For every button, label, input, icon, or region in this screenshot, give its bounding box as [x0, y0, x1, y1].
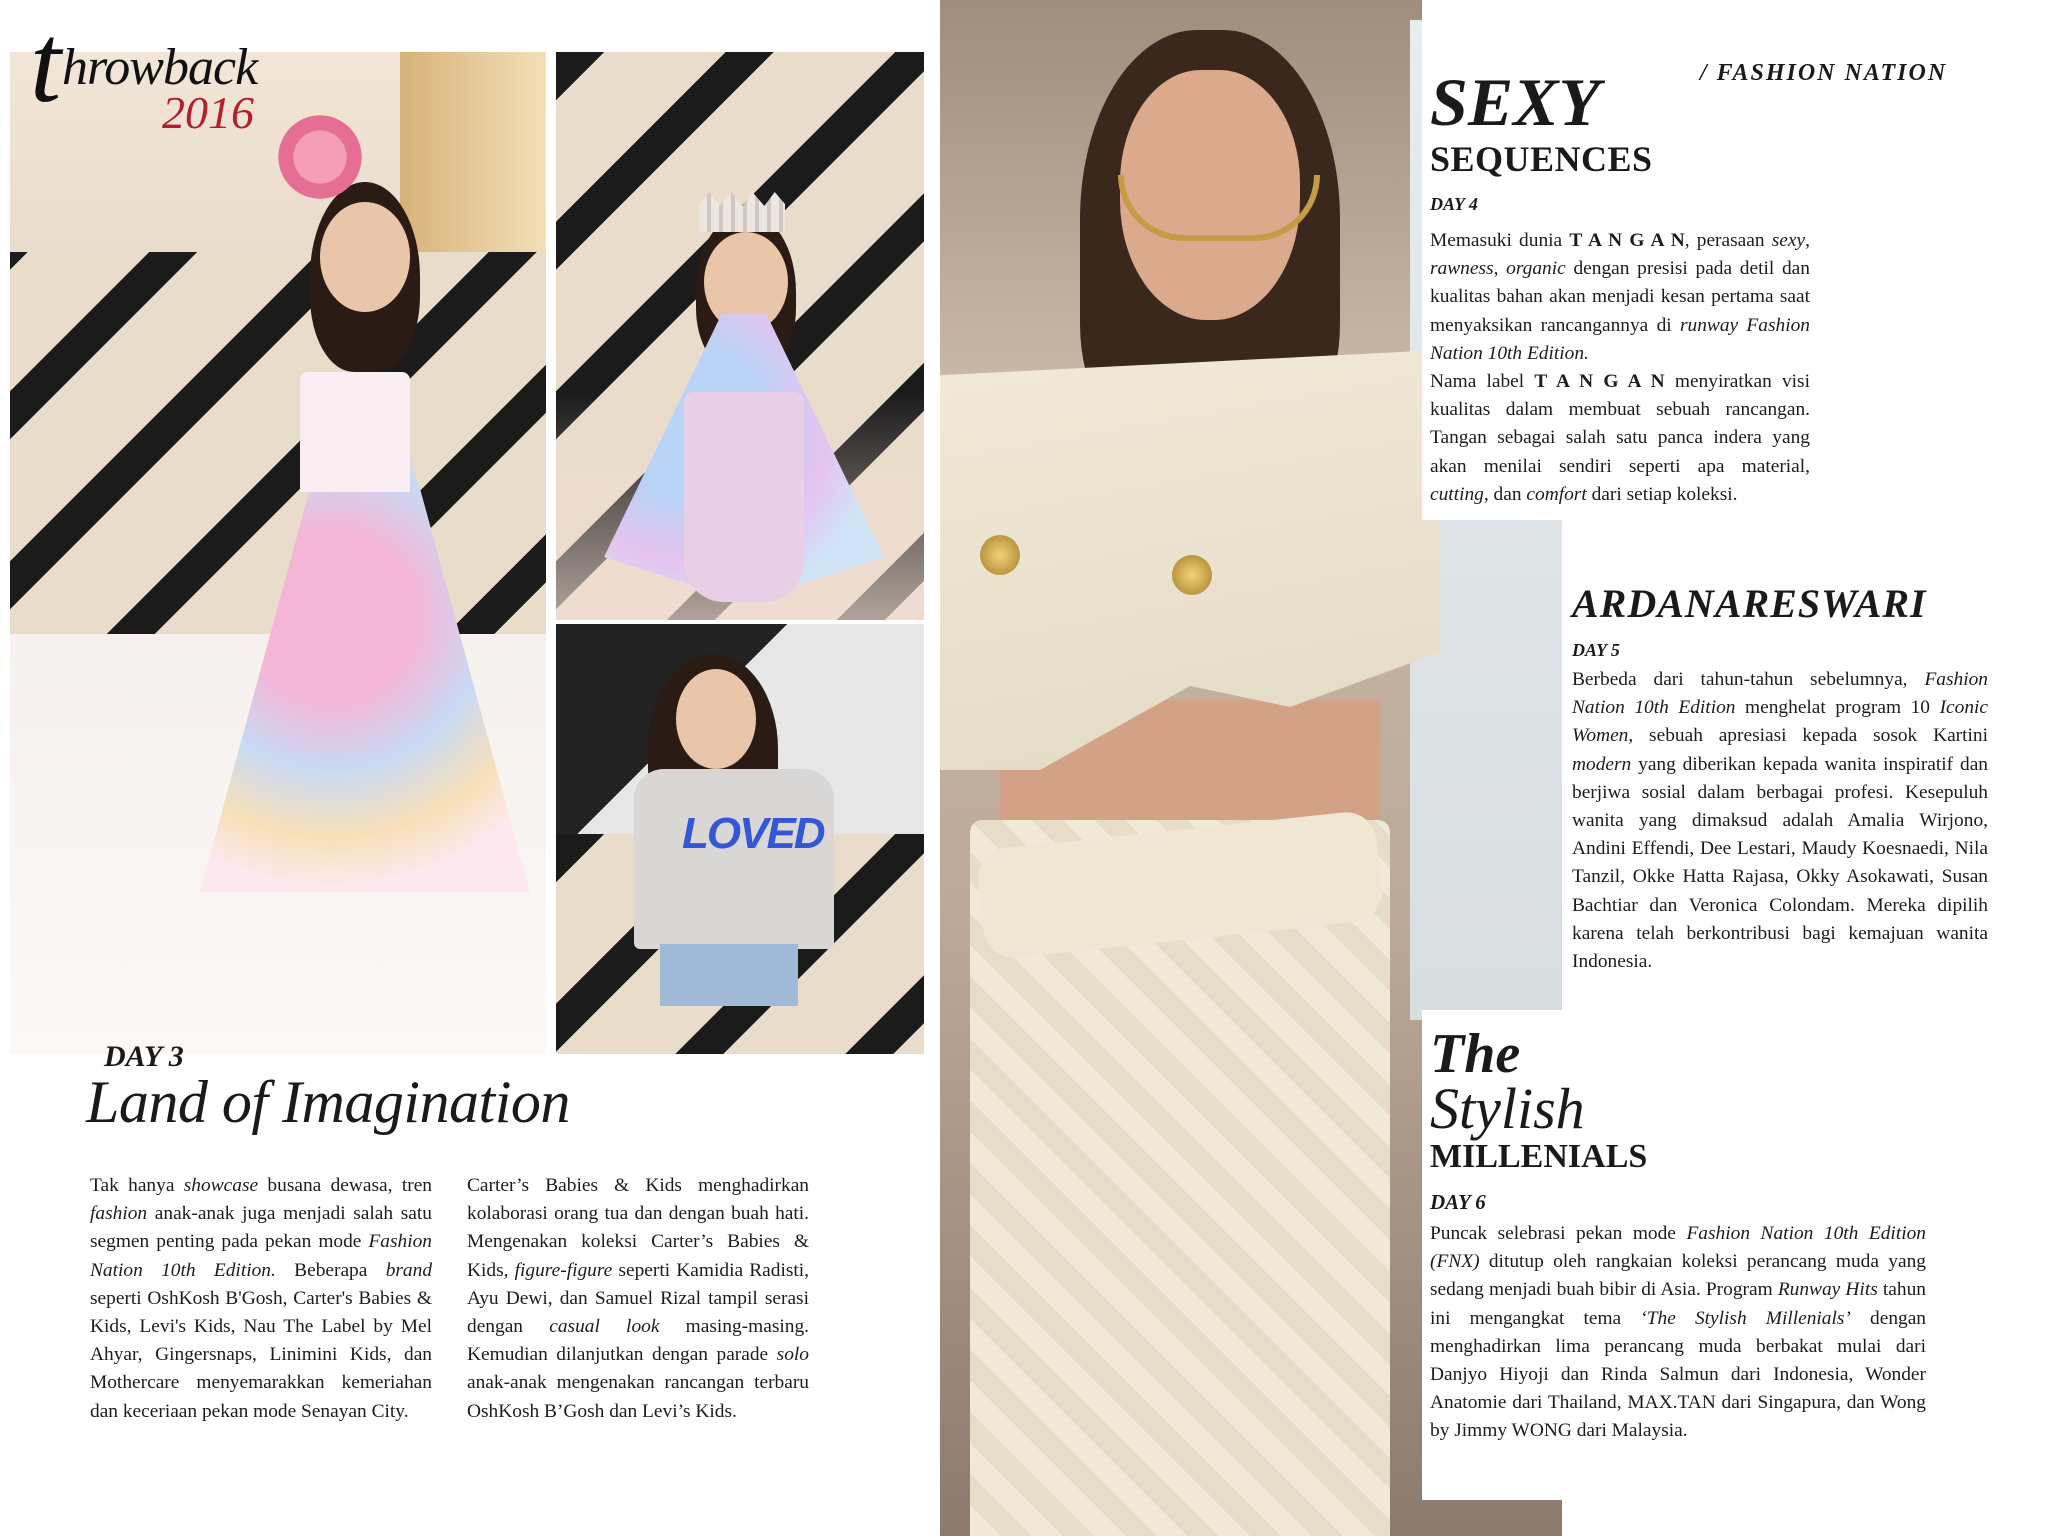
day3-title: Land of Imagination: [86, 1069, 570, 1135]
day4-label: DAY 4: [1430, 194, 1478, 214]
day4-title-sequences: SEQUENCES: [1430, 139, 1653, 179]
photo-girl-cape: [556, 52, 924, 620]
day3-label: DAY 3: [104, 1040, 184, 1073]
logo-year: 2016: [162, 87, 254, 138]
day6-text: Puncak selebrasi pekan mode Fashion Nation 10th Edition (FNX) ditutup oleh rangkaian koleksi perancang muda yang sedang menjadi buah bibir di Asia. Program Runway Hits tahun ini mengangkat tema ‘The Stylish Millenials’ dengan menghadirkan lima perancang muda berbakat mulai dari Danjyo Hiyoji dan Rinda Salmun dari Indonesia, Wonder Anatomie dari Thailand, MAX.TAN dari Singapura, dan Wong by Jimmy WONG dari Malaysia.: [1430, 1223, 1927, 1442]
photo-girl-loved-sweater: [556, 624, 924, 1054]
day5-title: ARDANARESWARI: [1572, 581, 1927, 626]
logo-letter: t: [30, 2, 62, 126]
day5-label: DAY 5: [1572, 640, 1620, 660]
day6-label: DAY 6: [1430, 1190, 1486, 1214]
day4-title-sexy: SEXY: [1430, 64, 1601, 140]
photo-girl-pink-gown: [10, 52, 546, 1054]
logo-word: hrowback: [62, 39, 258, 96]
day6-title-millenials: MILLENIALS: [1430, 1138, 1648, 1175]
section-tag: / FASHION NATION: [1700, 60, 1948, 86]
day6-title-the: The: [1430, 1023, 1521, 1085]
day6-title-stylish: Stylish: [1430, 1076, 1585, 1141]
day5-text: Berbeda dari tahun-tahun sebelumnya, Fashion Nation 10th Edition menghelat program 10 Iconic Women, sebuah apresiasi kepada sosok Kartini modern yang diberikan kepada wanita inspiratif dan berjiwa sosial dalam berbagai profesi. Kesepuluh wanita yang dimaksud adalah Amalia Wirjono, Andini Effendi, Dee Lestari, Maudy Koesnaedi, Nila Tanzil, Okke Hatta Rajasa, Okky Asokawati, Susan Bachtiar dan Veronica Colondam. Mereka dipilih karena telah berkontribusi bagi kemajuan wanita Indonesia.: [1572, 669, 1989, 973]
day4-text: Memasuki dunia T A N G A N, perasaan sexy, rawness, organic dengan presisi pada detil dan kualitas bahan akan menjadi kesan pertama saat menyaksikan rancangannya di runway Fashion Nation 10th Edition. Nama label T A N G A N menyiratkan visi kualitas dalam membuat sebuah rancangan. Tangan sebagai salah satu panca indera yang akan menilai sendiri seperti apa material, cutting, dan comfort dari setiap koleksi.: [1430, 230, 1810, 505]
day3-column-right: Carter’s Babies & Kids menghadirkan kolaborasi orang tua dan dengan buah hati. Mengenakan koleksi Carter’s Babies & Kids, figure-figure seperti Kamidia Radisti, Ayu Dewi, dan Samuel Rizal tampil serasi dengan casual look masing-masing. Kemudian dilanjutkan dengan parade solo anak-anak mengenakan rancangan terbaru OshKosh B’Gosh dan Levi’s Kids.: [467, 1175, 810, 1422]
day3-column-left: Tak hanya showcase busana dewasa, tren fashion anak-anak juga menjadi salah satu segmen penting pada pekan mode Fashion Nation 10th Edition. Beberapa brand seperti OshKosh B'Gosh, Carter's Babies & Kids, Levi's Kids, Nau The Label by Mel Ahyar, Gingersnaps, Linimini Kids, dan Mothercare menyemarakkan kemeriahan dan keceriaan pekan mode Senayan City.: [90, 1175, 433, 1422]
sweater-print: LOVED: [682, 809, 824, 858]
